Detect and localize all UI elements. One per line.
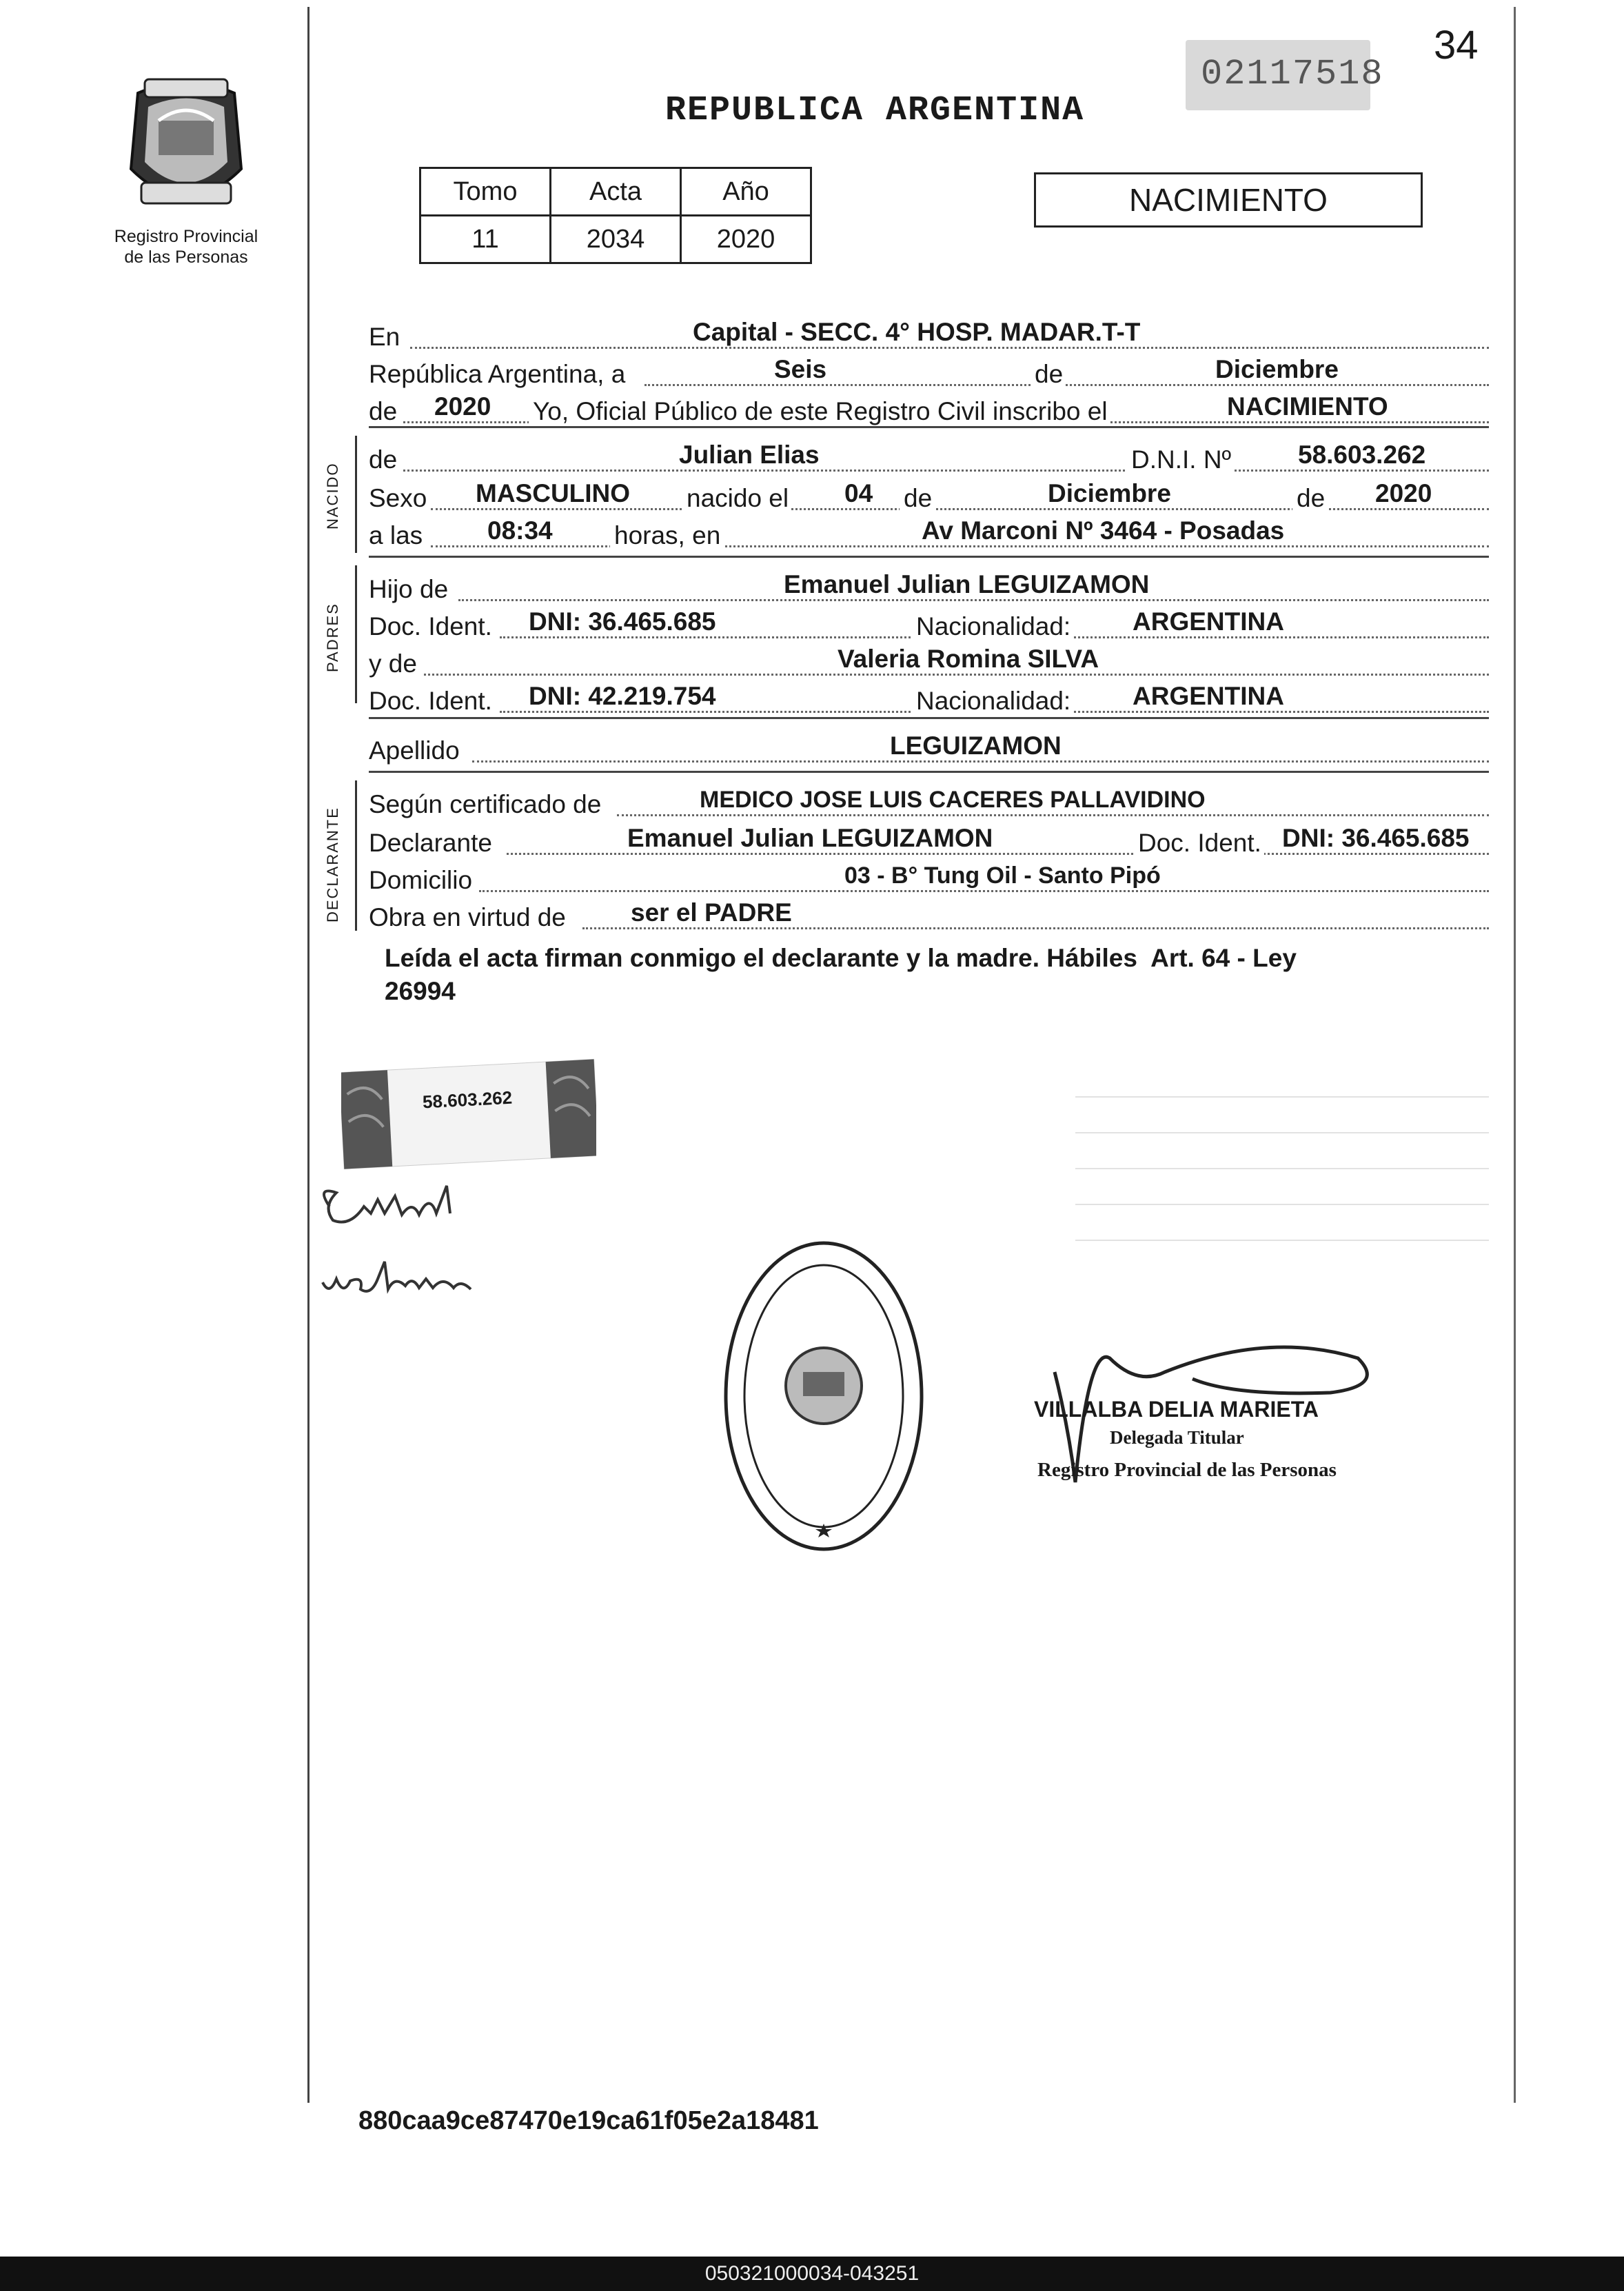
name-label: de <box>369 444 400 476</box>
birth-year: 2020 <box>1375 479 1432 507</box>
row-certificate <box>369 779 1489 820</box>
en-value: Capital - SECC. 4° HOSP. MADAR.T-T <box>693 318 1141 346</box>
birth-month: Diciembre <box>1048 479 1171 507</box>
row-mother-doc <box>369 676 1489 717</box>
dni-sticker <box>341 1047 596 1171</box>
separator-1 <box>369 426 1489 428</box>
serial-box <box>1186 40 1384 110</box>
closing-line-2: 26994 <box>385 977 456 1005</box>
domicilio-value: 03 - B° Tung Oil - Santo Pipó <box>844 862 1161 889</box>
row-sex <box>369 473 1489 514</box>
nacionalidad-label: Nacionalidad: <box>912 611 1073 643</box>
separator-2 <box>369 556 1489 558</box>
registry-header-ano: Año <box>681 168 811 216</box>
closing-text <box>385 942 1501 1008</box>
domicilio-label: Domicilio <box>369 865 475 896</box>
row-date <box>369 349 1489 390</box>
registry-value-acta: 2034 <box>551 216 681 263</box>
hijo-label: Hijo de <box>369 574 451 605</box>
row-place <box>369 312 1489 353</box>
page-number: 34 <box>1434 23 1479 68</box>
alas-label: a las <box>369 520 425 552</box>
father-doc: DNI: 36.465.685 <box>529 607 716 636</box>
row-capacity <box>369 892 1489 933</box>
row-father-doc <box>369 601 1489 643</box>
page-title: REPUBLICA ARGENTINA <box>665 91 1085 130</box>
father-nationality: ARGENTINA <box>1133 607 1284 636</box>
obra-value: ser el PADRE <box>631 898 792 927</box>
de4-label: de <box>1292 483 1328 514</box>
registry-header-tomo: Tomo <box>420 168 551 216</box>
row-year <box>369 386 1489 427</box>
padres-bar <box>355 565 357 703</box>
registry-value-tomo: 11 <box>420 216 551 263</box>
doc-label: Doc. Ident. <box>369 611 495 643</box>
nacido-label: NACIDO <box>324 462 341 529</box>
decl-doc-value: DNI: 36.465.685 <box>1282 824 1470 852</box>
de-label: de <box>1032 359 1066 390</box>
logo-caption-line2: de las Personas <box>124 248 248 267</box>
mother-signature <box>309 1241 488 1310</box>
yde-label: y de <box>369 648 420 680</box>
row-surname <box>369 725 1489 767</box>
doc2-label: Doc. Ident. <box>369 685 495 717</box>
separator-4 <box>369 771 1489 773</box>
padres-label: PADRES <box>324 603 341 672</box>
horas-label: horas, en <box>610 520 723 552</box>
cert-label: Según certificado de <box>369 789 604 820</box>
nacido-bar <box>355 436 357 553</box>
registry-header-acta: Acta <box>551 168 681 216</box>
registry-value-ano: 2020 <box>681 216 811 263</box>
sexo-value: MASCULINO <box>476 479 631 507</box>
dni-label: D.N.I. Nº <box>1127 444 1234 476</box>
logo-caption <box>97 226 276 268</box>
sexo-label: Sexo <box>369 483 429 514</box>
misiones-seal-logo <box>110 65 262 224</box>
nacionalidad2-label: Nacionalidad: <box>912 685 1073 717</box>
faint-guide-lines <box>1075 1062 1489 1241</box>
apellido-value: LEGUIZAMON <box>890 731 1062 760</box>
father-signature <box>309 1165 474 1241</box>
right-margin-rule <box>1514 7 1516 2103</box>
row-name <box>369 434 1489 476</box>
time-value: 08:34 <box>487 516 553 545</box>
row-address <box>369 855 1489 896</box>
record-type: NACIMIENTO <box>1129 182 1328 218</box>
father-value: Emanuel Julian LEGUIZAMON <box>784 570 1150 598</box>
mother-nationality: ARGENTINA <box>1133 682 1284 710</box>
en-label: En <box>369 321 403 353</box>
declarante-value: Emanuel Julian LEGUIZAMON <box>627 824 993 852</box>
official-name: VILLALBA DELIA MARIETA <box>1034 1397 1319 1422</box>
declarante-label: DECLARANTE <box>324 807 341 922</box>
mother-doc: DNI: 42.219.754 <box>529 682 716 710</box>
birth-day: 04 <box>844 479 873 507</box>
de3-label: de <box>900 483 935 514</box>
row-father <box>369 564 1489 605</box>
place-value: Av Marconi Nº 3464 - Posadas <box>922 516 1285 545</box>
decl-doc-label: Doc. Ident. <box>1134 827 1264 859</box>
logo-caption-line1: Registro Provincial <box>114 227 258 246</box>
registry-table <box>419 167 812 264</box>
sticker-dni: 58.603.262 <box>422 1087 513 1113</box>
mother-value: Valeria Romina SILVA <box>838 645 1099 673</box>
day-value: Seis <box>774 355 827 383</box>
record-type-box <box>1034 172 1423 228</box>
obra-label: Obra en virtud de <box>369 902 569 933</box>
separator-3 <box>369 717 1489 719</box>
rep-label: República Argentina, a <box>369 359 628 390</box>
month-value: Diciembre <box>1215 355 1339 383</box>
yo-label: Yo, Oficial Público de este Registro Civil inscribo el <box>529 396 1110 427</box>
de2-label: de <box>369 396 400 427</box>
nacido-el-label: nacido el <box>682 483 791 514</box>
declarante-field-label: Declarante <box>369 827 495 859</box>
closing-line-1: Leída el acta firman conmigo el declarante y la madre. Hábiles Art. 64 - Ley <box>385 944 1297 972</box>
apellido-label: Apellido <box>369 735 463 767</box>
inscribe-value: NACIMIENTO <box>1227 392 1388 421</box>
declarante-bar <box>355 780 357 931</box>
footer-code: 050321000034-043251 <box>0 2257 1624 2291</box>
dni-value: 58.603.262 <box>1298 441 1426 469</box>
left-margin-rule <box>307 7 309 2103</box>
official-office: Registro Provincial de las Personas <box>1037 1459 1337 1481</box>
document-hash: 880caa9ce87470e19ca61f05e2a18481 <box>358 2106 819 2135</box>
official-stamp <box>720 1234 927 1558</box>
row-declarant <box>369 818 1489 859</box>
cert-value: MEDICO JOSE LUIS CACERES PALLAVIDINO <box>700 787 1206 813</box>
row-time <box>369 510 1489 552</box>
official-role: Delegada Titular <box>1110 1427 1244 1448</box>
row-mother <box>369 638 1489 680</box>
year-value: 2020 <box>434 392 491 421</box>
name-value: Julian Elias <box>679 441 820 469</box>
serial-number: 02117518 <box>1201 54 1384 94</box>
